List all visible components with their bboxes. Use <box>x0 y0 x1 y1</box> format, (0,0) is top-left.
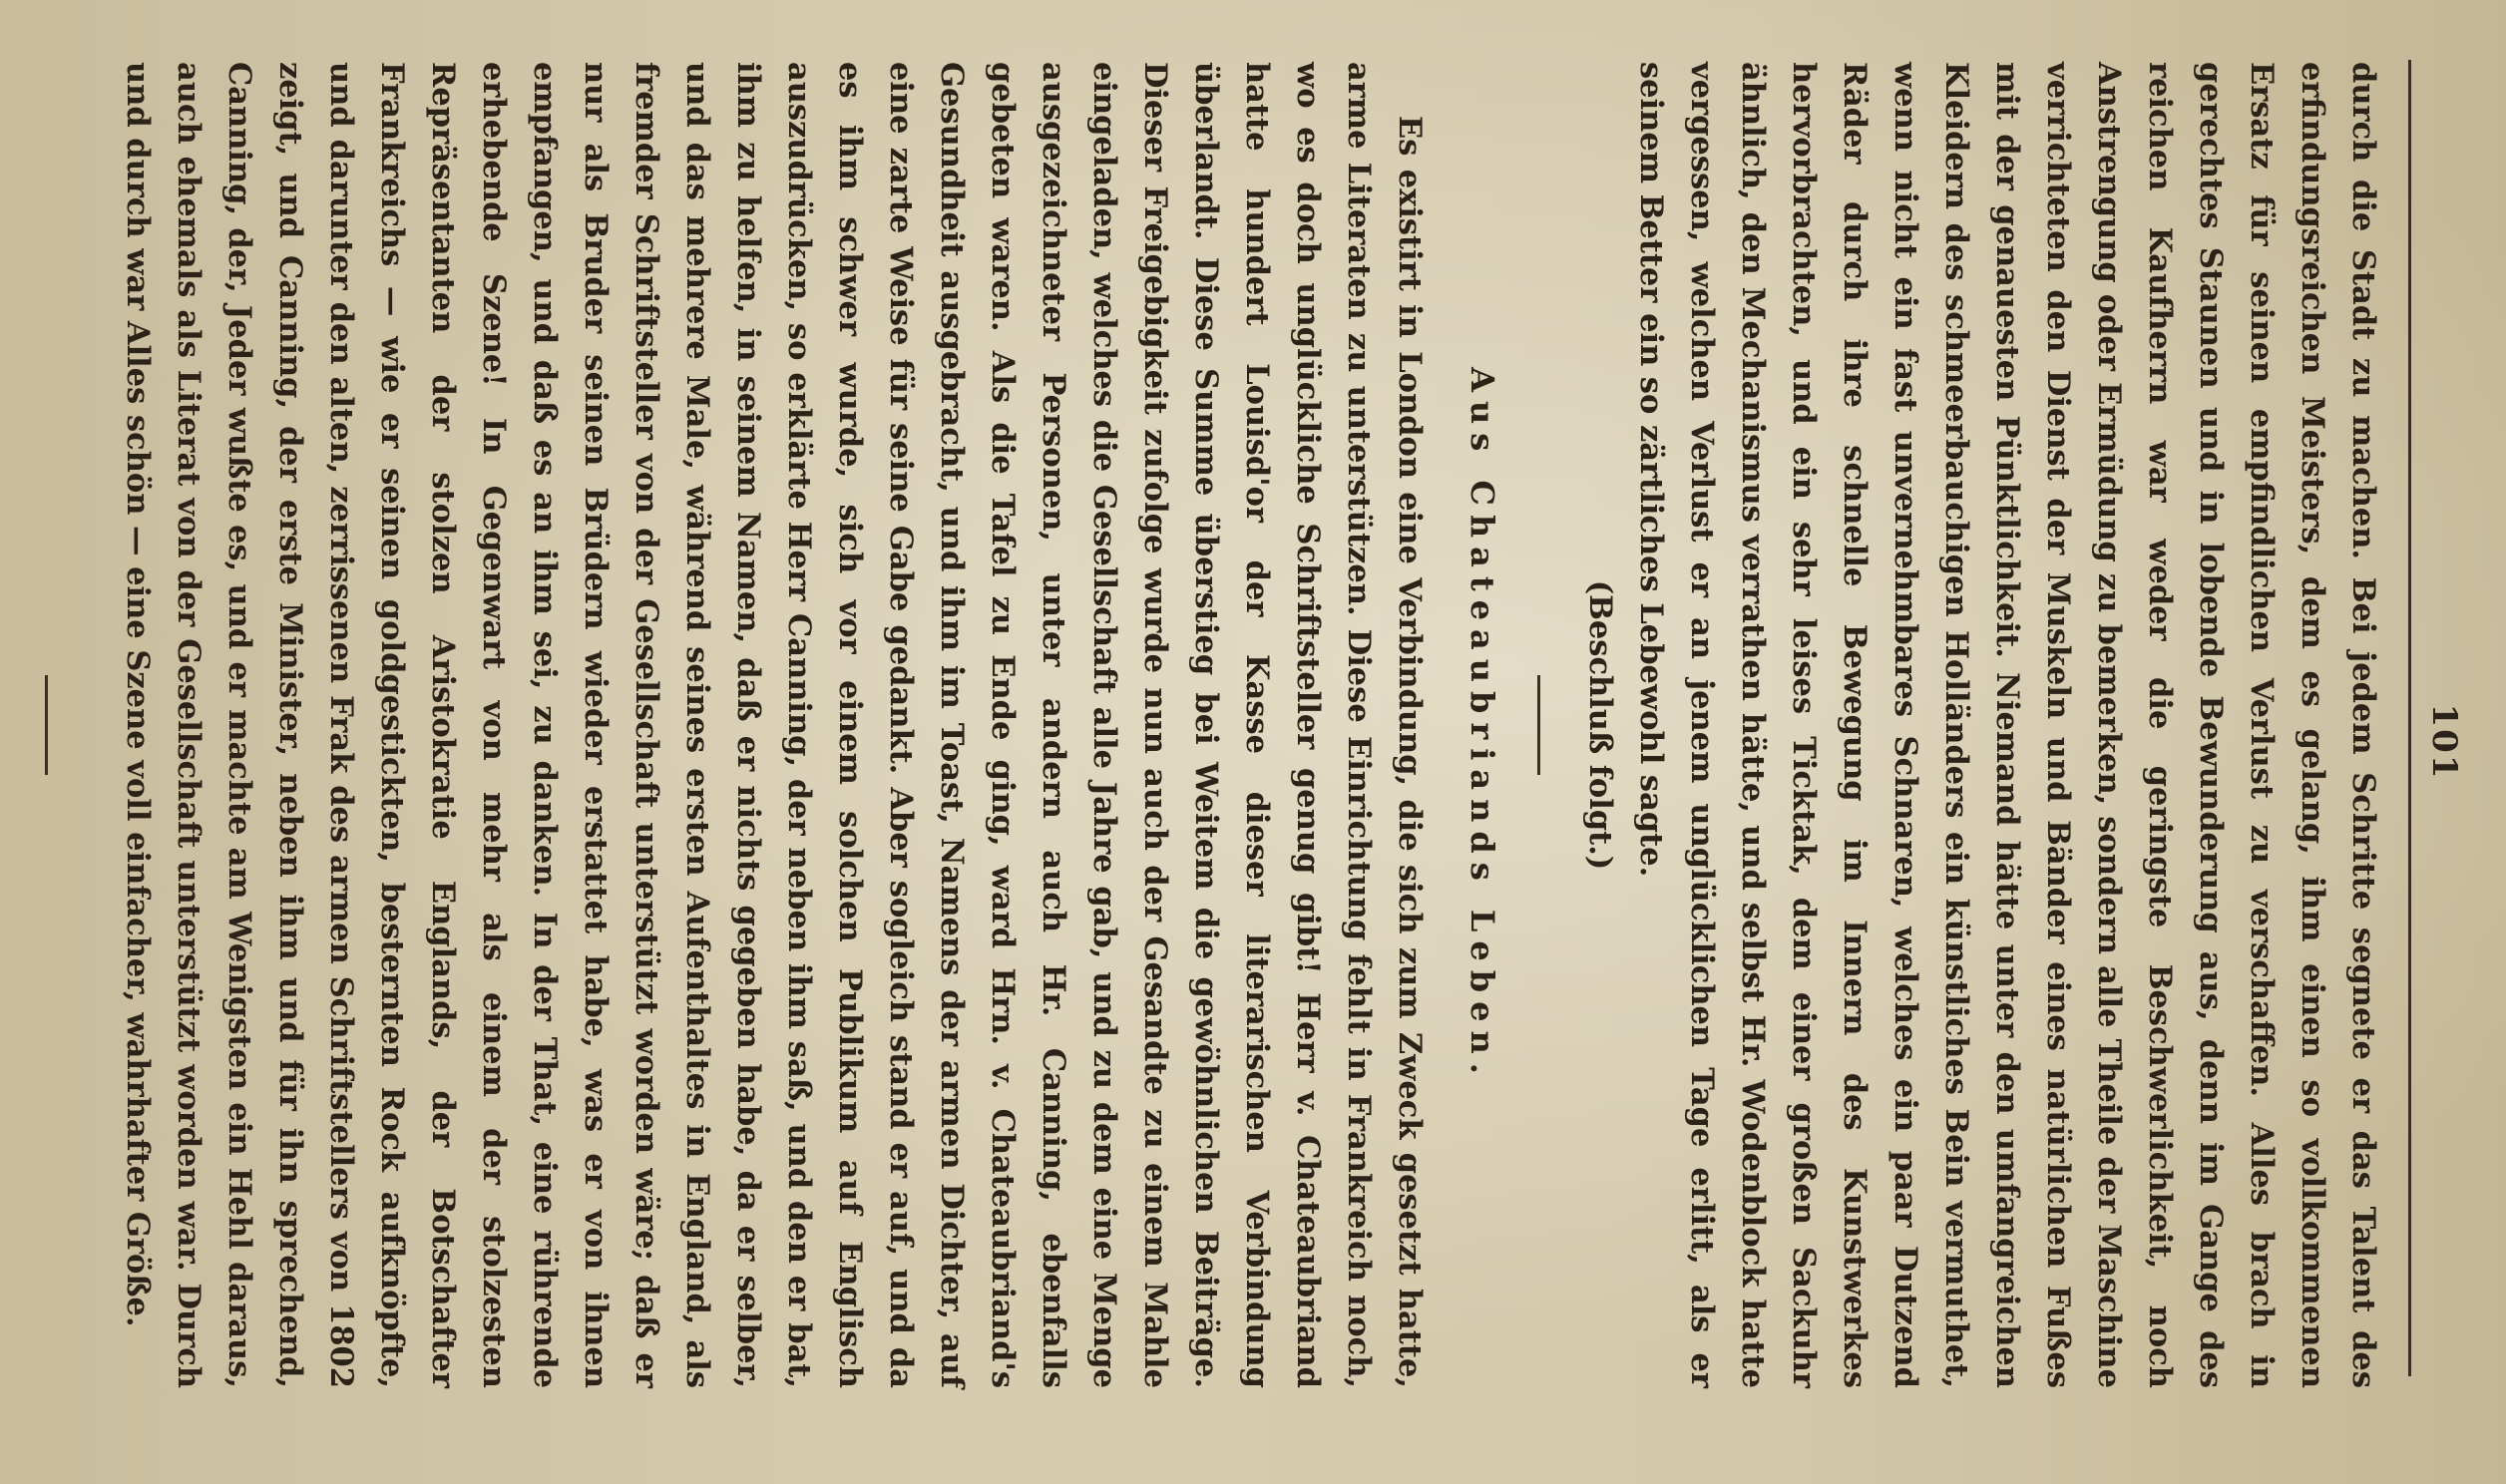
article-heading: Aus Chateaubriands Leben. <box>1463 367 1501 1083</box>
section-divider <box>1537 675 1540 775</box>
to-be-continued-note: (Beschluß folgt.) <box>1582 579 1618 871</box>
article-paragraph: Es existirt in London eine Verbindung, die sich zum Zweck gesetzt hatte, arme Literaten zu unterstützen. Diese Einrichtung fehlt in Frankreich noch, wo es doch unglückliche Schriftsteller genug gibt! Herr v. Chateaubriand hatte hundert Louisd'or der Kasse dieser literarischen Verbindung überlandt. Diese Summe überstieg bei Weitem die gewöhnlichen Beiträge. Dieser Freigebigkeit zufolge wurde nun auch der Gesandte zu einem Mahle eingeladen, welches die Gesellschaft alle Jahre gab, und zu dem eine Menge ausgezeichneter Personen, unter andern auch Hr. Canning, ebenfalls gebeten waren. Als die Tafel zu Ende ging, ward Hrn. v. Chateaubriand's Gesundheit ausgebracht, und ihm im Toast, Namens der armen Dichter, auf eine zarte Weise für seine Gabe gedankt. Aber sogleich stand er auf, und da es ihm schwer wurde, sich vor einem solchen Publikum auf Englisch auszudrücken, so erklärte Herr Canning, der neben ihm saß, und den er bat, ihm zu helfen, in seinem Namen, daß er nichts gegeben habe, da er selber, und das mehrere Male, während seines ersten Aufenthaltes in England, als fremder Schriftsteller von der Gesellschaft unterstützt worden wäre; daß er nur als Bruder seinen Brüdern wieder erstattet habe, was er von ihnen empfangen, und daß es an ihm sei, zu danken. In der That, eine rührende erhebende Szene! In Gegenwart von mehr als einem der stolzesten Repräsentanten der stolzen Aristokratie Englands, der Botschafter Frankreichs — wie er seinen goldgestickten, besternten Rock aufknöpfte, und darunter den alten, zerrissenen Frak des armen Schriftstellers von 1802 zeigt, und Canning, der erste Minister, neben ihm und für ihn sprechend, Canning, der, Jeder wußte es, und er machte am Wenigsten ein Hehl daraus, auch ehemals als Literat von der Gesellschaft unterstützt worden war. Durch und durch war Alles schön — eine Szene voll einfacher, wahrhafter Größe. <box>120 62 1428 1388</box>
page-body <box>45 62 2388 1388</box>
continued-paragraph: durch die Stadt zu machen. Bei jedem Schritte segnete er das Talent des erfindungsreichen Meisters, dem es gelang, ihm einen so vollkommenen Ersatz für seinen empfindlichen Verlust zu verschaffen. Alles brach in gerechtes Staunen und in lobende Bewunderung aus, denn im Gange des reichen Kaufherrn war weder die geringste Beschwerlichkeit, noch Anstrengung oder Ermüdung zu bemerken, sondern alle Theile der Maschine verrichteten den Dienst der Muskeln und Bänder eines natürlichen Fußes mit der genauesten Pünktlichkeit. Niemand hätte unter den umfangreichen Kleidern des schmeerbauchigen Holländers ein künstliches Bein vermuthet, wenn nicht ein fast unvernehmbares Schnaren, welches ein paar Dutzend Räder durch ihre schnelle Bewegung im Innern des Kunstwerkes hervorbrachten, und ein sehr leises Ticktak, dem einer großen Sackuhr ähnlich, den Mechanismus verrathen hätte, und selbst Hr. Wodenblock hatte vergessen, welchen Verlust er an jenem unglücklichen Tage erlitt, als er seinem Better ein so zärtliches Lebewohl sagte. <box>1633 62 2381 1388</box>
page-number: 101 <box>2424 703 2464 781</box>
header-rule <box>2408 60 2411 1376</box>
end-divider <box>45 675 48 775</box>
